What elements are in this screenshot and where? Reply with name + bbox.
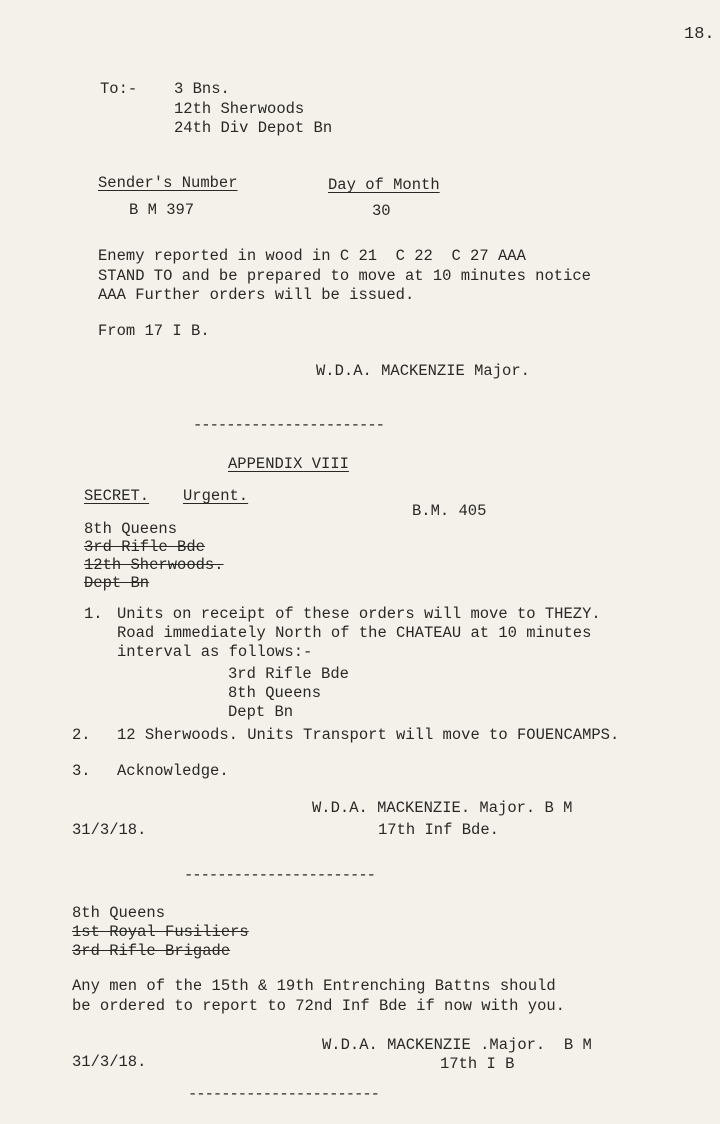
appendix-title: APPENDIX VIII [228,455,349,473]
message-line: Enemy reported in wood in C 21 C 22 C 27 AAA [98,247,526,265]
signature: W.D.A. MACKENZIE .Major. B M [322,1036,592,1054]
item-number: 1. [84,605,103,623]
urgent-label: Urgent. [183,487,249,505]
struck-addressee: 3rd Rifle Bde [84,538,205,556]
message-line: STAND TO and be prepared to move at 10 minutes notice [98,267,591,285]
order-line: Road immediately North of the CHATEAU at 10 minutes [117,624,592,642]
to-label: To:- [100,80,138,98]
senders-number-label: Sender's Number [98,174,238,192]
day-of-month: 30 [372,202,391,220]
signature: W.D.A. MACKENZIE. Major. B M [312,799,573,817]
recipient: 3 Bns. [174,80,230,98]
addressee: 8th Queens [72,904,166,922]
order-line: Units on receipt of these orders will move to THEZY. [117,605,601,623]
addressee: 8th Queens [84,520,178,538]
from-line: From 17 I B. [98,322,210,340]
message-line: Any men of the 15th & 19th Entrenching Battns should [72,977,556,995]
message-line: be ordered to report to 72nd Inf Bde if now with you. [72,997,565,1015]
date: 31/3/18. [72,1053,147,1071]
secret-label: SECRET. [84,487,150,505]
separator: ----------------------- [193,416,384,434]
struck-addressee: Dept Bn [84,574,150,592]
message-line: AAA Further orders will be issued. [98,286,415,304]
struck-addressee: 1st Royal Fusiliers [72,923,249,941]
signature: W.D.A. MACKENZIE Major. [316,362,530,380]
order-line: 12 Sherwoods. Units Transport will move to FOUENCAMPS. [117,726,620,744]
separator: ----------------------- [184,866,375,884]
struck-addressee: 12th Sherwoods. [84,556,224,574]
struck-addressee: 3rd Rifle Brigade [72,942,231,960]
order-line: interval as follows:- [117,643,313,661]
recipient: 12th Sherwoods [174,100,305,118]
item-number: 2. [72,726,91,744]
order-line: Acknowledge. [117,762,229,780]
day-of-month-label: Day of Month [328,176,440,194]
separator: ----------------------- [188,1085,379,1103]
unit-name: 17th Inf Bde. [378,821,499,839]
recipient: 24th Div Depot Bn [174,119,333,137]
reference-number: B.M. 405 [412,502,487,520]
senders-number: B M 397 [129,201,195,219]
date: 31/3/18. [72,821,147,839]
march-unit: Dept Bn [228,703,294,721]
item-number: 3. [72,762,91,780]
march-unit: 3rd Rifle Bde [228,665,349,683]
unit-name: 17th I B [440,1055,515,1073]
march-unit: 8th Queens [228,684,322,702]
page-number: 18. [684,25,715,44]
